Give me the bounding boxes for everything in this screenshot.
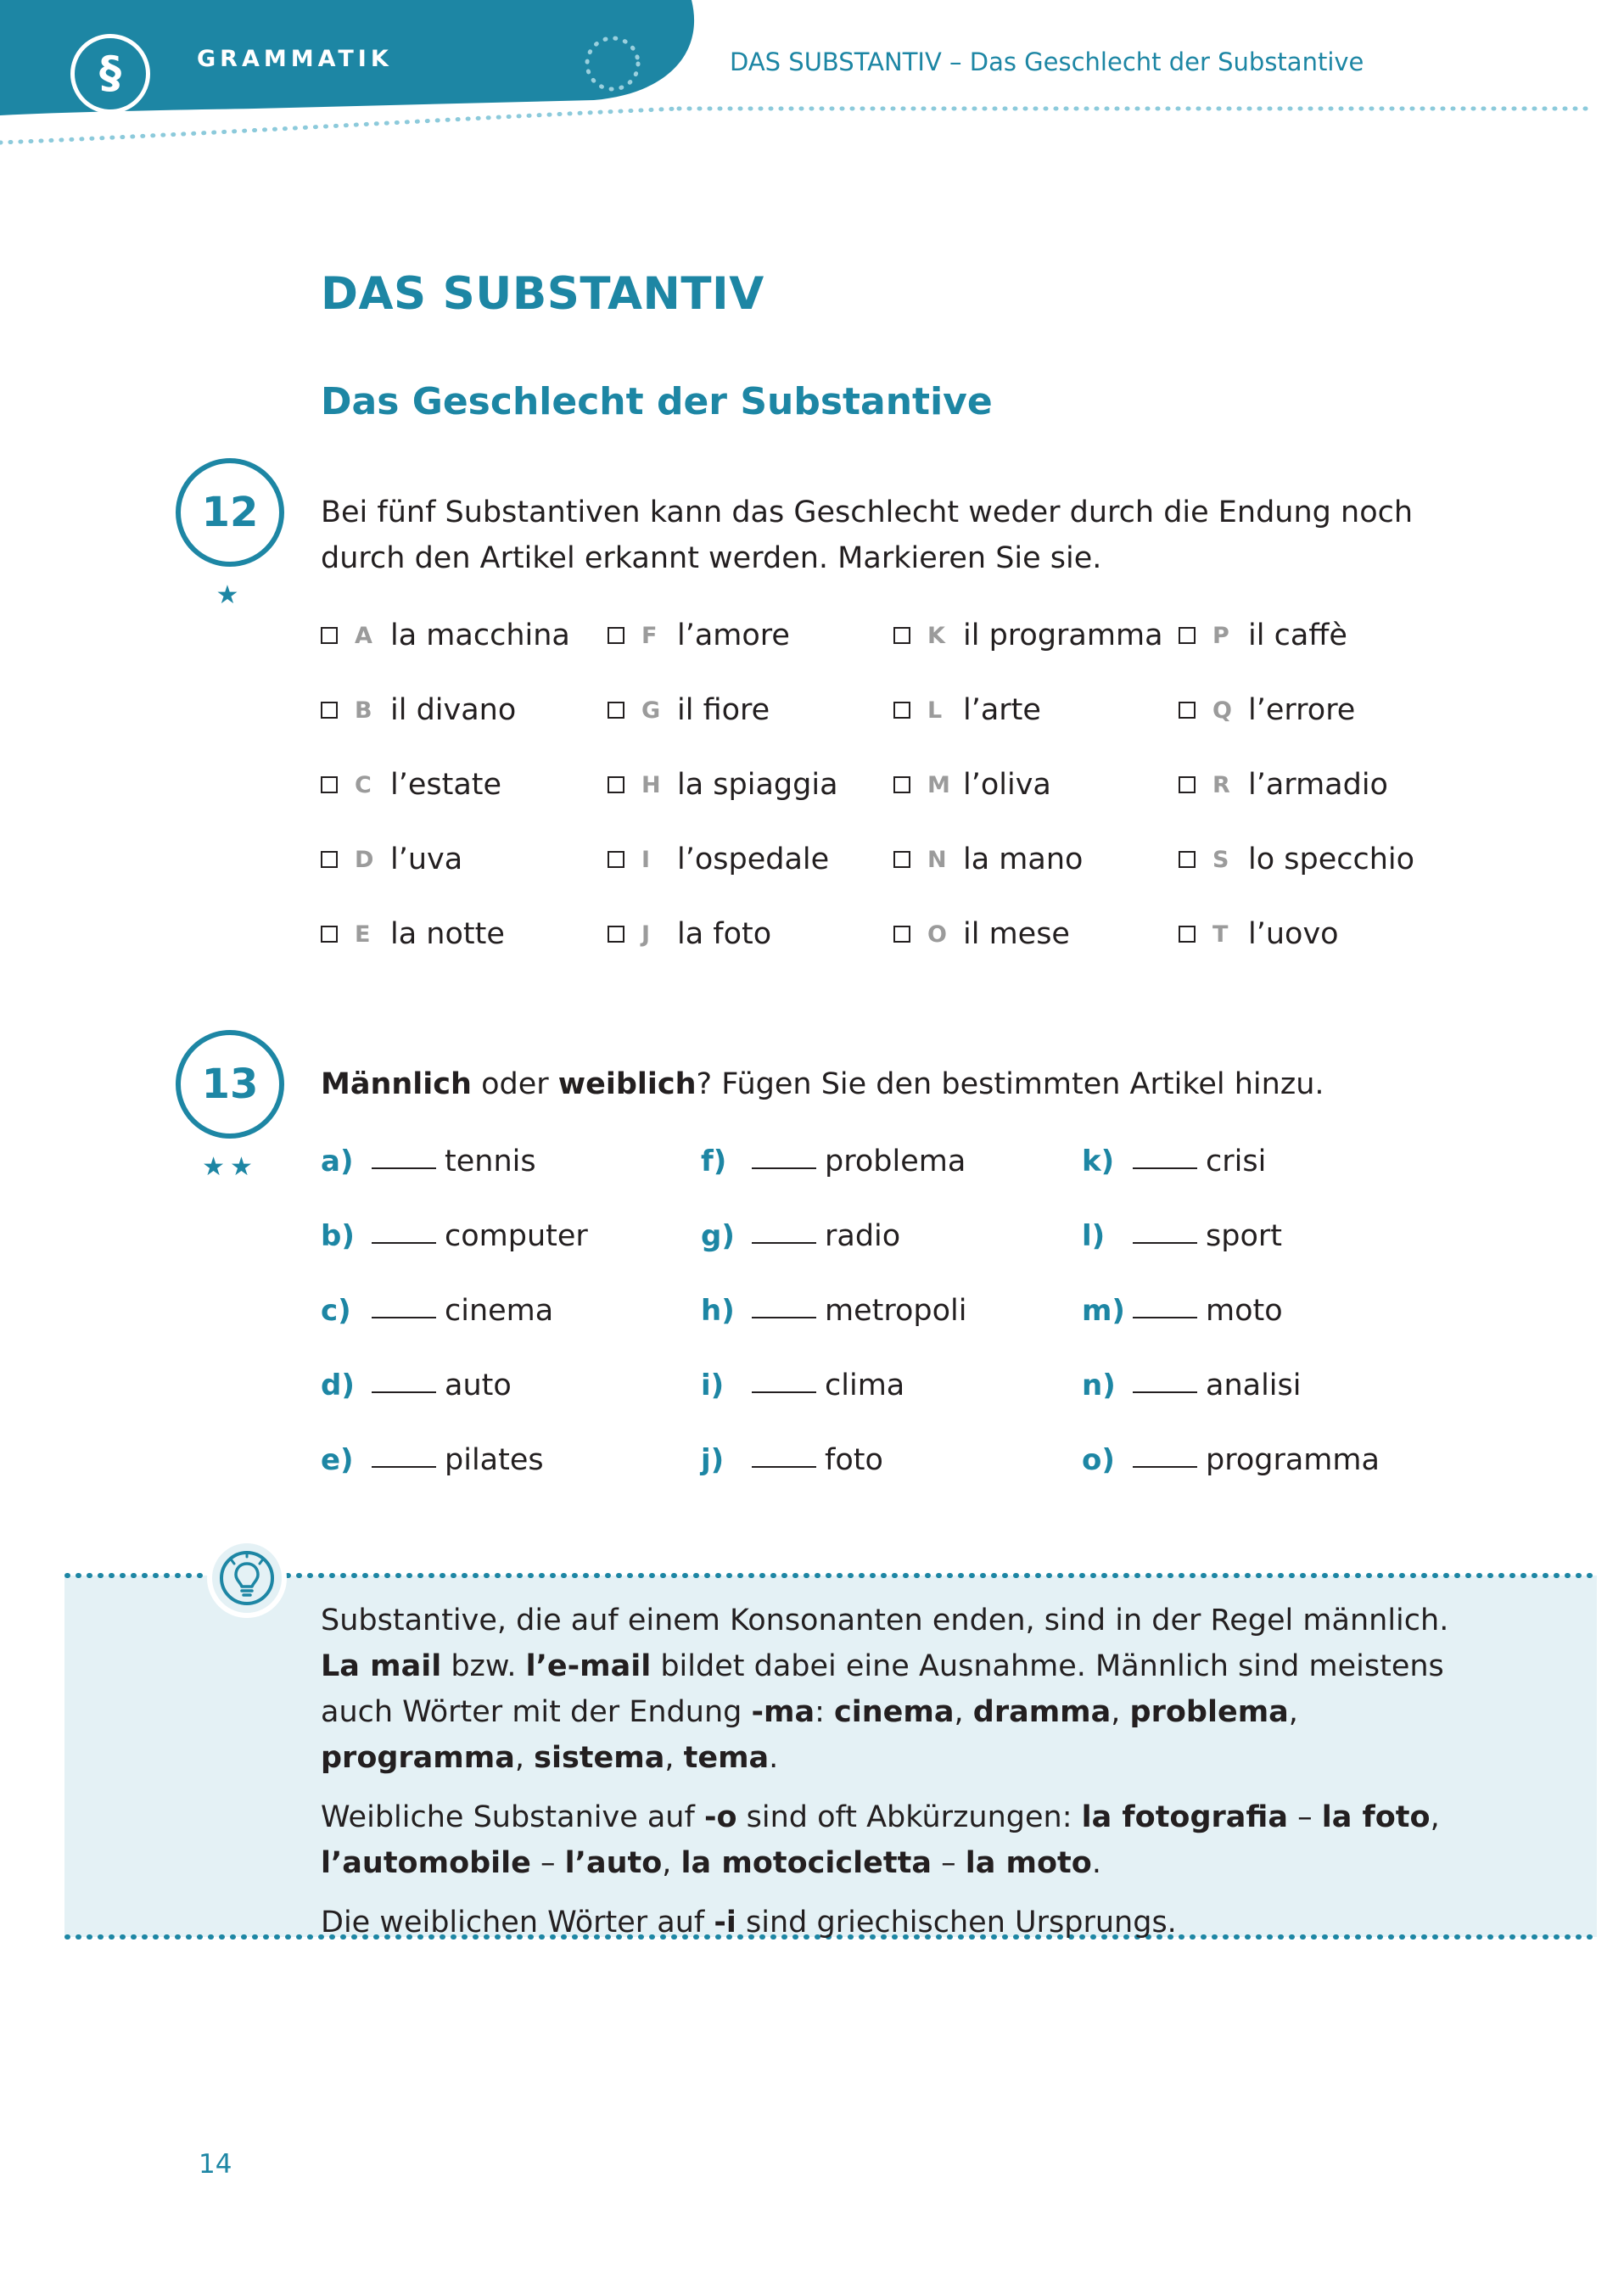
option-j[interactable]	[608, 913, 771, 955]
item-word: moto	[1206, 1294, 1283, 1328]
option-word: l’armadio	[1248, 768, 1388, 802]
option-letter: H	[641, 771, 661, 798]
answer-blank[interactable]	[372, 1317, 436, 1318]
option-m[interactable]	[893, 764, 1051, 806]
option-letter: F	[641, 622, 658, 649]
running-head: DAS SUBSTANTIV – Das Geschlecht der Substantive	[730, 48, 1364, 76]
option-word: l’estate	[390, 768, 502, 802]
tip-bold-term: la foto	[1321, 1800, 1431, 1834]
item-letter: i)	[701, 1369, 725, 1402]
fill-item-h	[701, 1288, 966, 1334]
checkbox[interactable]	[893, 926, 910, 943]
checkbox[interactable]	[321, 851, 338, 868]
tip-bold-term: sistema	[534, 1741, 665, 1775]
option-s[interactable]	[1179, 838, 1414, 881]
item-letter: k)	[1082, 1145, 1115, 1178]
tip-text-run: ,	[1430, 1800, 1440, 1834]
tip-paragraph-greek	[321, 1900, 1475, 1945]
item-letter: a)	[321, 1145, 354, 1178]
fill-item-l	[1082, 1213, 1282, 1259]
item-word: crisi	[1206, 1145, 1267, 1178]
option-letter: N	[927, 846, 947, 873]
tip-text-run: ,	[514, 1741, 535, 1775]
option-letter: G	[641, 697, 661, 724]
item-letter: d)	[321, 1369, 355, 1402]
tip-bold-term: l’automobile	[321, 1846, 531, 1880]
page-title: DAS SUBSTANTIV	[321, 268, 764, 320]
page-number: 14	[199, 2149, 232, 2180]
checkbox[interactable]	[321, 926, 338, 943]
tip-text-run: Weibliche Substanive auf	[321, 1800, 704, 1834]
option-t[interactable]	[1179, 913, 1339, 955]
option-word: l’errore	[1248, 693, 1356, 727]
option-letter: E	[355, 921, 371, 948]
tip-bold-term: -i	[714, 1906, 736, 1940]
answer-blank[interactable]	[752, 1167, 816, 1169]
tip-bold-term: -o	[703, 1800, 737, 1834]
tip-bold-term: La mail	[321, 1649, 442, 1683]
answer-blank[interactable]	[752, 1391, 816, 1393]
item-letter: g)	[701, 1219, 735, 1253]
checkbox[interactable]	[1179, 702, 1196, 719]
checkbox[interactable]	[893, 702, 910, 719]
option-letter: T	[1212, 921, 1229, 948]
option-p[interactable]	[1179, 614, 1347, 657]
tip-bold-term: problema	[1129, 1695, 1289, 1729]
tip-text-run: bildet dabei eine Ausnahme. Männlich sind meistens auch Wörter mit der Endung	[321, 1649, 1444, 1729]
checkbox[interactable]	[608, 776, 624, 793]
fill-item-a	[321, 1139, 536, 1184]
option-word: il programma	[963, 619, 1163, 652]
checkbox[interactable]	[321, 702, 338, 719]
answer-blank[interactable]	[1133, 1466, 1197, 1468]
option-word: l’uovo	[1248, 917, 1339, 951]
option-letter: C	[355, 771, 372, 798]
answer-blank[interactable]	[372, 1242, 436, 1244]
tip-text-run: Die weiblichen Wörter auf	[321, 1906, 714, 1940]
fill-item-e	[321, 1437, 544, 1483]
tip-bold-term: dramma	[972, 1695, 1112, 1729]
tip-bold-term: cinema	[834, 1695, 955, 1729]
option-letter: J	[641, 921, 651, 948]
tip-paragraph-abbreviations	[321, 1794, 1475, 1886]
instruction-text: oder	[471, 1067, 558, 1101]
option-letter: K	[927, 622, 945, 649]
option-word: l’amore	[677, 619, 790, 652]
item-letter: l)	[1082, 1219, 1106, 1253]
tip-text-run: –	[931, 1846, 966, 1880]
fill-item-m	[1082, 1288, 1283, 1334]
tip-bold-term: l’auto	[564, 1846, 663, 1880]
option-word: la foto	[677, 917, 772, 951]
option-word: l’arte	[963, 693, 1041, 727]
option-g[interactable]	[608, 689, 770, 731]
checkbox[interactable]	[608, 627, 624, 644]
checkbox[interactable]	[321, 776, 338, 793]
checkbox[interactable]	[1179, 627, 1196, 644]
fill-item-j	[701, 1437, 883, 1483]
fill-item-g	[701, 1213, 900, 1259]
checkbox[interactable]	[321, 627, 338, 644]
item-word: radio	[825, 1219, 901, 1253]
answer-blank[interactable]	[1133, 1167, 1197, 1169]
item-letter: n)	[1082, 1369, 1116, 1402]
option-n[interactable]	[893, 838, 1083, 881]
answer-blank[interactable]	[752, 1317, 816, 1318]
tip-bold-term: programma	[321, 1741, 515, 1775]
section-title: Das Geschlecht der Substantive	[321, 380, 993, 423]
option-letter: L	[927, 697, 943, 724]
tip-text-run: ,	[662, 1846, 681, 1880]
option-letter: Q	[1212, 697, 1232, 724]
item-letter: o)	[1082, 1443, 1115, 1477]
exercise-number-13: 13	[176, 1030, 284, 1139]
checkbox[interactable]	[893, 627, 910, 644]
option-l[interactable]	[893, 689, 1041, 731]
option-r[interactable]	[1179, 764, 1388, 806]
tip-text-run: ,	[1111, 1695, 1130, 1729]
item-letter: m)	[1082, 1294, 1125, 1328]
item-letter: h)	[701, 1294, 735, 1328]
tip-bold-term: -ma	[751, 1695, 815, 1729]
answer-blank[interactable]	[752, 1242, 816, 1244]
instruction-text: ? Fügen Sie den bestimmten Artikel hinzu.	[696, 1067, 1324, 1101]
tip-text-run: .	[769, 1741, 779, 1775]
fill-item-n	[1082, 1363, 1302, 1408]
option-word: la mano	[963, 842, 1084, 876]
section-sign-icon: §	[70, 34, 150, 114]
option-word: l’ospedale	[677, 842, 830, 876]
option-letter: I	[641, 846, 651, 873]
item-word: tennis	[445, 1145, 536, 1178]
option-word: lo specchio	[1248, 842, 1415, 876]
tip-bold-term: la fotografia	[1081, 1800, 1288, 1834]
option-o[interactable]	[893, 913, 1070, 955]
option-a[interactable]	[321, 614, 570, 657]
fill-item-o	[1082, 1437, 1380, 1483]
checkbox[interactable]	[893, 851, 910, 868]
tip-paragraph-consonants	[321, 1598, 1475, 1781]
option-letter: R	[1212, 771, 1230, 798]
item-word: pilates	[445, 1443, 544, 1477]
tip-text-run: ,	[1288, 1695, 1298, 1729]
tip-text-run: –	[530, 1846, 565, 1880]
option-d[interactable]	[321, 838, 462, 881]
tip-text-run: bzw.	[441, 1649, 526, 1683]
checkbox[interactable]	[1179, 926, 1196, 943]
item-word: programma	[1206, 1443, 1380, 1477]
exercise-number-12: 12	[176, 458, 284, 567]
tip-text-run: ,	[664, 1741, 684, 1775]
exercise-13-instruction	[321, 1061, 1458, 1107]
option-letter: A	[355, 622, 372, 649]
option-word: la notte	[390, 917, 505, 951]
option-word: la macchina	[390, 619, 570, 652]
tip-text	[321, 1598, 1475, 1959]
header-band	[0, 0, 1624, 170]
fill-item-b	[321, 1213, 588, 1259]
tip-text-run: :	[815, 1695, 835, 1729]
tip-bold-term: l’e-mail	[525, 1649, 652, 1683]
answer-blank[interactable]	[1133, 1391, 1197, 1393]
tip-text-run: sind oft Abkürzungen:	[736, 1800, 1082, 1834]
difficulty-stars-13: ★★	[202, 1152, 258, 1182]
item-word: foto	[825, 1443, 883, 1477]
tip-bold-term: la motocicletta	[680, 1846, 932, 1880]
instruction-bold-maennlich: Männlich	[321, 1067, 472, 1101]
option-q[interactable]	[1179, 689, 1355, 731]
tip-bold-term: la moto	[965, 1846, 1092, 1880]
option-i[interactable]	[608, 838, 829, 881]
checkbox[interactable]	[1179, 776, 1196, 793]
item-word: metropoli	[825, 1294, 967, 1328]
option-word: l’uva	[390, 842, 463, 876]
tip-text-run: –	[1287, 1800, 1322, 1834]
answer-blank[interactable]	[372, 1391, 436, 1393]
option-letter: B	[355, 697, 372, 724]
option-letter: S	[1212, 846, 1229, 873]
tip-text-run: Substantive, die auf einem Konsonanten enden, sind in der Regel männlich.	[321, 1604, 1449, 1637]
fill-item-k	[1082, 1139, 1266, 1184]
option-b[interactable]	[321, 689, 516, 731]
option-k[interactable]	[893, 614, 1163, 657]
option-word: il mese	[963, 917, 1070, 951]
item-letter: e)	[321, 1443, 354, 1477]
option-c[interactable]	[321, 764, 501, 806]
answer-blank[interactable]	[1133, 1242, 1197, 1244]
tip-text-run: .	[1091, 1846, 1101, 1880]
fill-item-d	[321, 1363, 512, 1408]
difficulty-stars-12: ★	[216, 580, 244, 610]
header-label: GRAMMATIK	[197, 46, 393, 72]
item-word: analisi	[1206, 1369, 1302, 1402]
item-word: computer	[445, 1219, 588, 1253]
item-word: sport	[1206, 1219, 1282, 1253]
checkbox[interactable]	[608, 702, 624, 719]
checkbox[interactable]	[608, 926, 624, 943]
item-letter: j)	[701, 1443, 725, 1477]
option-word: l’oliva	[963, 768, 1051, 802]
checkbox[interactable]	[893, 776, 910, 793]
item-word: problema	[825, 1145, 966, 1178]
answer-blank[interactable]	[1133, 1317, 1197, 1318]
checkbox[interactable]	[1179, 851, 1196, 868]
item-word: cinema	[445, 1294, 554, 1328]
item-word: auto	[445, 1369, 512, 1402]
fill-item-c	[321, 1288, 553, 1334]
option-f[interactable]	[608, 614, 790, 657]
item-letter: c)	[321, 1294, 351, 1328]
option-letter: O	[927, 921, 947, 948]
option-letter: D	[355, 846, 374, 873]
fill-item-i	[701, 1363, 904, 1408]
option-letter: M	[927, 771, 950, 798]
item-word: clima	[825, 1369, 905, 1402]
item-letter: b)	[321, 1219, 355, 1253]
lightbulb-icon	[207, 1538, 287, 1618]
option-word: il divano	[390, 693, 517, 727]
tip-text-run: sind griechischen Ursprungs.	[736, 1906, 1177, 1940]
tip-bold-term: tema	[683, 1741, 770, 1775]
option-word: il caffè	[1248, 619, 1347, 652]
instruction-bold-weiblich: weiblich	[557, 1067, 697, 1101]
option-e[interactable]	[321, 913, 505, 955]
option-letter: P	[1212, 622, 1229, 649]
answer-blank[interactable]	[372, 1167, 436, 1169]
checkbox[interactable]	[608, 851, 624, 868]
fill-item-f	[701, 1139, 966, 1184]
answer-blank[interactable]	[372, 1466, 436, 1468]
option-word: la spiaggia	[677, 768, 838, 802]
answer-blank[interactable]	[752, 1466, 816, 1468]
exercise-12-instruction: Bei fünf Substantiven kann das Geschlecht weder durch die Endung noch durch den Artikel erkannt werden. Markieren Sie sie.	[321, 495, 1414, 575]
tip-text-run: ,	[954, 1695, 973, 1729]
option-word: il fiore	[677, 693, 770, 727]
item-letter: f)	[701, 1145, 727, 1178]
option-h[interactable]	[608, 764, 838, 806]
tip-top-rule	[64, 1571, 1597, 1580]
